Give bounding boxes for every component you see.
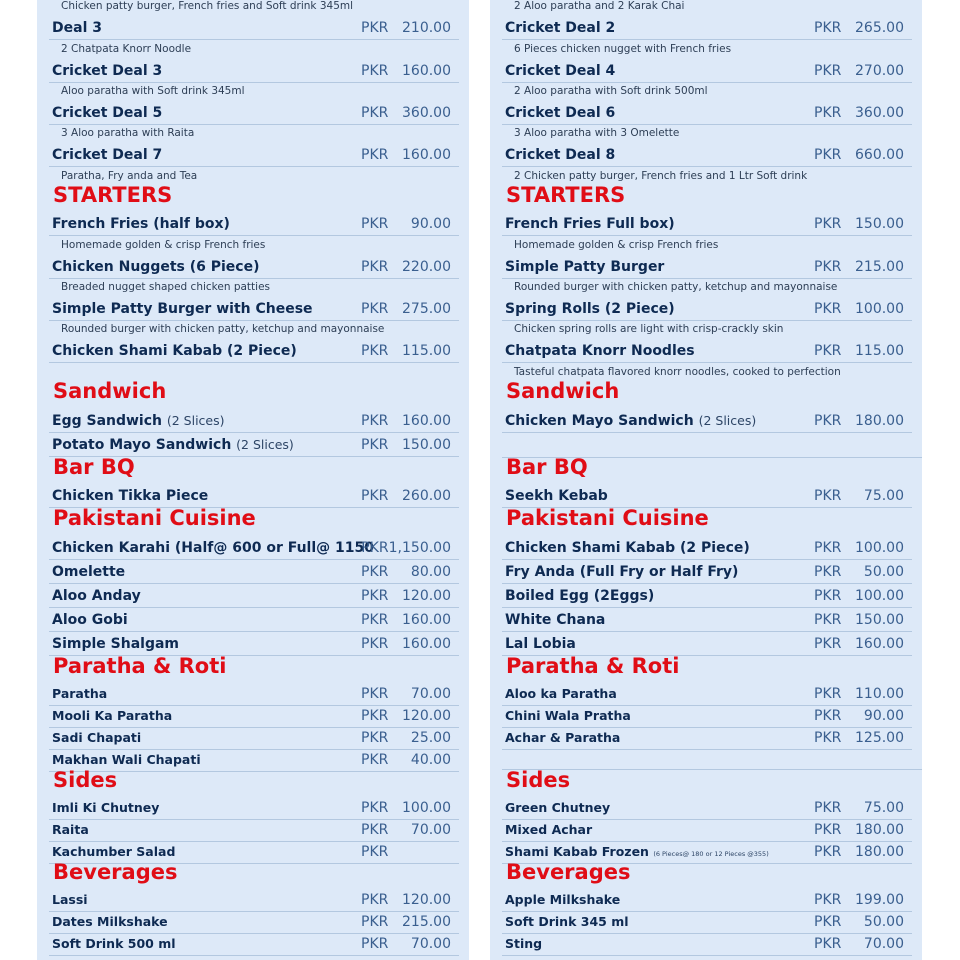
item-description: 2 Chicken patty burger, French fries and 1 Ltr Soft drink [514,170,808,182]
item-name-text: Boiled Egg (2Eggs) [505,588,655,604]
currency-label: PKR [361,564,389,580]
item-price: 70.00 [410,936,451,952]
item-underline [502,955,912,956]
item-price: 199.00 [855,892,904,908]
item-price: 210.00 [402,20,451,36]
item-description: Breaded nugget shaped chicken patties [61,281,271,293]
item-name [505,635,576,653]
item-price: 160.00 [402,147,451,163]
item-description: Rounded burger with chicken patty, ketchup and mayonnaise [514,281,838,293]
item-name-text: Shami Kabab Frozen [505,844,649,859]
item-underline [502,911,912,912]
currency-label: PKR [361,413,389,429]
item-underline [502,39,912,40]
currency-label: PKR [361,822,389,838]
section-heading: Pakistani Cuisine [53,506,256,530]
currency-label: PKR [361,105,389,121]
item-price: 70.00 [410,686,451,702]
item-name [52,685,107,703]
menu-column-right [490,0,922,960]
item-underline [49,749,459,750]
item-name-text: French Fries (half box) [52,216,230,232]
item-underline [49,841,459,842]
item-name-text: Lassi [52,892,88,907]
item-name [505,729,620,747]
item-name-text: Simple Shalgam [52,636,180,652]
item-underline [502,124,912,125]
menu-column-left [37,0,469,960]
section-heading: Beverages [506,860,631,884]
item-price: 90.00 [863,708,904,724]
item-underline [49,82,459,83]
item-portion-note: (6 Pieces@ 180 or 12 Pieces @355) [653,850,769,858]
currency-label: PKR [361,844,389,860]
item-price: 270.00 [855,63,904,79]
item-name [505,412,756,430]
item-description: 2 Aloo paratha and 2 Karak Chai [514,0,685,12]
item-name-text: Deal 3 [52,20,102,36]
item-price: 215.00 [855,259,904,275]
item-name [505,342,695,360]
item-price: 160.00 [855,636,904,652]
item-price: 360.00 [855,105,904,121]
currency-label: PKR [814,343,842,359]
item-description: Paratha, Fry anda and Tea [61,170,198,182]
section-heading: Bar BQ [506,455,588,479]
item-price: 260.00 [402,488,451,504]
currency-label: PKR [814,413,842,429]
item-name [505,539,750,557]
item-price: 110.00 [855,686,904,702]
item-underline [49,362,459,363]
item-name-text: Lal Lobia [505,636,576,652]
item-name [52,799,159,817]
item-name-text: Omelette [52,564,126,580]
item-underline [49,559,459,560]
item-price: 50.00 [863,564,904,580]
item-name-text: Green Chutney [505,800,611,815]
item-name [505,104,615,122]
item-name [505,821,592,839]
currency-label: PKR [814,20,842,36]
item-name [505,587,654,605]
item-underline [502,278,912,279]
item-underline [502,631,912,632]
currency-label: PKR [814,612,842,628]
item-name [52,215,230,233]
item-name [52,707,172,725]
section-heading: Sandwich [506,379,620,403]
item-underline [49,607,459,608]
currency-label: PKR [814,800,842,816]
item-underline [49,819,459,820]
item-name-text: Seekh Kebab [505,488,608,504]
item-description: Chicken patty burger, French fries and Soft drink 345ml [61,0,354,12]
item-price: 160.00 [402,612,451,628]
currency-label: PKR [361,216,389,232]
currency-label: PKR [361,800,389,816]
item-name-text: Cricket Deal 6 [505,105,616,121]
item-description: 3 Aloo paratha with 3 Omelette [514,127,680,139]
item-name-text: French Fries Full box) [505,216,675,232]
item-description: Homemade golden & crisp French fries [514,239,719,251]
currency-label: PKR [814,105,842,121]
item-name-text: Aloo Gobi [52,612,128,628]
currency-label: PKR [361,612,389,628]
currency-label: PKR [361,20,389,36]
item-name [505,563,738,581]
currency-label: PKR [361,588,389,604]
item-name-text: Cricket Deal 5 [52,105,163,121]
section-heading: Sides [53,768,118,792]
item-price: 660.00 [855,147,904,163]
currency-label: PKR [361,343,389,359]
currency-label: PKR [361,488,389,504]
item-price: 160.00 [402,413,451,429]
item-underline [49,235,459,236]
currency-label: PKR [361,708,389,724]
item-price: 25.00 [410,730,451,746]
item-name [505,707,631,725]
currency-label: PKR [814,914,842,930]
item-description: 6 Pieces chicken nugget with French fries [514,43,732,55]
item-name [52,729,141,747]
item-name [52,587,141,605]
item-name-text: Soft Drink 500 ml [52,936,176,951]
currency-label: PKR [361,259,389,275]
item-name [52,891,88,909]
currency-label: PKR [814,892,842,908]
currency-label: PKR [361,63,389,79]
currency-label: PKR [361,301,389,317]
item-underline [49,432,459,433]
currency-label: PKR [814,686,842,702]
item-name-text: Egg Sandwich [52,413,162,429]
item-name [52,104,162,122]
item-name-text: Chini Wala Pratha [505,708,631,723]
item-underline [502,749,912,750]
currency-label: PKR [361,686,389,702]
item-underline [49,320,459,321]
section-heading: Sandwich [53,379,167,403]
item-name-text: Aloo ka Paratha [505,686,617,701]
item-portion-note: (2 Slices) [698,413,757,428]
item-price: 160.00 [402,636,451,652]
item-price: 80.00 [410,564,451,580]
currency-label: PKR [361,892,389,908]
currency-label: PKR [814,216,842,232]
item-name-text: Chicken Shami Kabab (2 Piece) [52,343,297,359]
item-price: 220.00 [402,259,451,275]
item-price: 100.00 [855,540,904,556]
item-description: 2 Chatpata Knorr Noodle [61,43,192,55]
item-underline [502,432,912,433]
section-heading: Sides [506,768,571,792]
item-underline [49,933,459,934]
currency-label: PKR [814,147,842,163]
section-heading: Beverages [53,860,178,884]
item-portion-note: (2 Slices) [236,437,294,452]
currency-label: PKR [814,259,842,275]
item-description: Tasteful chatpata flavored knorr noodles, cooked to perfection [514,366,841,378]
item-underline [502,819,912,820]
item-name [52,19,102,37]
item-name-text: Chicken Mayo Sandwich [505,413,694,429]
item-underline [49,955,459,956]
item-name-text: Chicken Karahi (Half@ 600 or Full@ 1150 [52,540,374,556]
currency-label: PKR [814,936,842,952]
item-price: 120.00 [402,892,451,908]
item-name-text: Spring Rolls (2 Piece) [505,301,675,317]
item-name-text: Fry Anda (Full Fry or Half Fry) [505,564,739,580]
section-heading: Paratha & Roti [506,654,680,678]
item-price: 180.00 [855,413,904,429]
currency-label: PKR [814,564,842,580]
section-heading: STARTERS [506,183,626,207]
item-underline [502,166,912,167]
item-name [505,300,675,318]
item-name [505,19,615,37]
item-name-text: Kachumber Salad [52,844,176,859]
item-name [505,258,664,276]
item-name-text: Makhan Wali Chapati [52,752,201,767]
currency-label: PKR [814,708,842,724]
item-price: 100.00 [855,301,904,317]
item-price: 150.00 [855,612,904,628]
item-price: 40.00 [410,752,451,768]
item-description: Aloo paratha with Soft drink 345ml [61,85,245,97]
item-price: 150.00 [855,216,904,232]
item-name-text: Cricket Deal 3 [52,63,163,79]
item-name-text: Imli Ki Chutney [52,800,160,815]
item-underline [49,166,459,167]
item-name [505,146,615,164]
item-underline [502,607,912,608]
item-name [52,913,168,931]
item-price: 75.00 [863,800,904,816]
item-name-text: Potato Mayo Sandwich [52,437,232,453]
item-underline [502,235,912,236]
item-portion-note: (2 Slices) [166,413,225,428]
currency-label: PKR [361,730,389,746]
item-price: 150.00 [402,437,451,453]
item-underline [502,583,912,584]
currency-label: PKR [361,147,389,163]
item-description: Chicken spring rolls are light with crisp-crackly skin [514,323,784,335]
item-description: Homemade golden & crisp French fries [61,239,266,251]
currency-label: PKR [814,822,842,838]
item-underline [502,82,912,83]
item-price: 180.00 [855,822,904,838]
item-name-text: Simple Patty Burger [505,259,665,275]
currency-label: PKR [814,730,842,746]
item-price: 90.00 [410,216,451,232]
item-underline [49,911,459,912]
item-name-text: Aloo Anday [52,588,141,604]
item-name [52,635,179,653]
item-name [505,611,605,629]
item-price: 125.00 [855,730,904,746]
currency-label: PKR [814,301,842,317]
item-description: 3 Aloo paratha with Raita [61,127,195,139]
item-name [505,215,675,233]
item-name [505,935,542,953]
item-name-text: Sting [505,936,543,951]
item-name [52,412,225,430]
item-name [505,799,610,817]
currency-label: PKR [361,636,389,652]
item-name-text: Chicken Tikka Piece [52,488,209,504]
section-heading: STARTERS [53,183,173,207]
item-name-text: Simple Patty Burger with Cheese [52,301,313,317]
item-name [52,487,208,505]
currency-label: PKR [814,636,842,652]
item-price: 115.00 [402,343,451,359]
item-name [52,342,297,360]
item-name-text: Mooli Ka Paratha [52,708,173,723]
currency-label: PKR [361,437,389,453]
item-underline [49,705,459,706]
item-name [505,685,617,703]
item-name [52,258,260,276]
currency-label: PKR [814,63,842,79]
item-name [505,913,629,931]
item-name-text: Apple Milkshake [505,892,621,907]
item-underline [49,278,459,279]
currency-label: PKR [361,936,389,952]
item-underline [502,841,912,842]
currency-label: PKR [814,540,842,556]
item-price: 70.00 [410,822,451,838]
item-underline [502,933,912,934]
item-price: 275.00 [402,301,451,317]
item-underline [502,362,912,363]
item-name-text: Chicken Shami Kabab (2 Piece) [505,540,750,556]
item-name [52,146,162,164]
section-heading: Paratha & Roti [53,654,227,678]
item-price: 360.00 [402,105,451,121]
item-price: 120.00 [402,588,451,604]
item-price: 160.00 [402,63,451,79]
item-underline [502,705,912,706]
item-description: 2 Aloo paratha with Soft drink 500ml [514,85,708,97]
item-name-text: Cricket Deal 7 [52,147,163,163]
item-name [52,563,125,581]
item-underline [502,559,912,560]
item-price: PKR1,150.00 [361,540,451,556]
section-heading: Bar BQ [53,455,135,479]
item-name-text: Chatpata Knorr Noodles [505,343,695,359]
item-underline [49,583,459,584]
item-name-text: Paratha [52,686,108,701]
item-name [52,821,89,839]
item-underline [49,631,459,632]
item-name [505,487,608,505]
item-name-text: Soft Drink 345 ml [505,914,629,929]
item-price: 115.00 [855,343,904,359]
item-name [52,935,176,953]
item-underline [49,727,459,728]
item-name-text: Mixed Achar [505,822,593,837]
item-description: Rounded burger with chicken patty, ketchup and mayonnaise [61,323,385,335]
item-name [52,62,162,80]
item-name [52,300,313,318]
currency-label: PKR [814,488,842,504]
item-underline [49,39,459,40]
item-name [505,62,615,80]
item-name [52,611,128,629]
currency-label: PKR [814,588,842,604]
item-underline [502,320,912,321]
item-name-text: Raita [52,822,89,837]
currency-label: PKR [361,914,389,930]
item-price: 265.00 [855,20,904,36]
item-price: 215.00 [402,914,451,930]
item-price: 180.00 [855,844,904,860]
item-underline [502,727,912,728]
item-name [52,539,374,557]
item-name-text: Cricket Deal 4 [505,63,616,79]
item-name-text: Cricket Deal 2 [505,20,616,36]
item-name-text: Chicken Nuggets (6 Piece) [52,259,260,275]
currency-label: PKR [814,844,842,860]
item-price: 100.00 [402,800,451,816]
item-price: 50.00 [863,914,904,930]
item-name-text: Dates Milkshake [52,914,168,929]
currency-label: PKR [361,752,389,768]
item-price: 100.00 [855,588,904,604]
item-name-text: White Chana [505,612,606,628]
item-name [52,436,294,454]
section-heading: Pakistani Cuisine [506,506,709,530]
item-name [505,891,620,909]
item-price: 70.00 [863,936,904,952]
item-name-text: Sadi Chapati [52,730,142,745]
item-name-text: Cricket Deal 8 [505,147,616,163]
item-price: 120.00 [402,708,451,724]
item-name-text: Achar & Paratha [505,730,621,745]
item-price: 75.00 [863,488,904,504]
item-underline [49,124,459,125]
